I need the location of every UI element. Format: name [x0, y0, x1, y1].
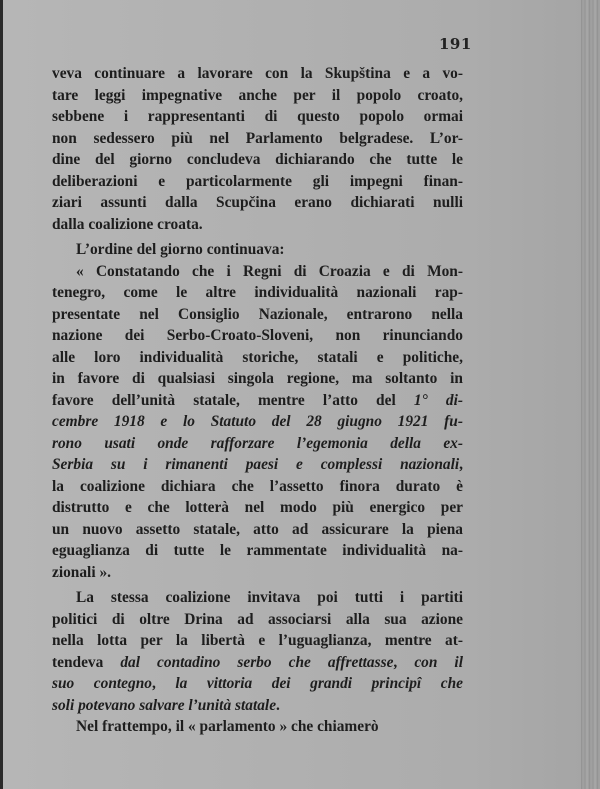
text-line: [52, 85, 463, 107]
text-span: tendeva: [52, 653, 121, 671]
text-line: [52, 587, 463, 609]
italic-text: 1° di-: [413, 391, 464, 409]
text-line: [52, 325, 463, 347]
text-span: alle loro individualità storiche, statali e politiche,: [52, 348, 463, 366]
italic-text: rono usati onde rafforzare l’egemonia della ex-: [52, 434, 463, 452]
body-text: [52, 63, 463, 738]
text-span: la coalizione dichiara che l’assetto finora durato è: [52, 477, 463, 495]
text-line: [52, 261, 463, 283]
text-span: distrutto e che lotterà nel modo più energico per: [52, 499, 463, 516]
text-line: [52, 128, 463, 150]
text-line: [52, 411, 463, 433]
text-line: [52, 476, 463, 498]
text-line: [52, 214, 463, 236]
text-span: in favore di qualsiasi singola regione, ma soltanto in: [52, 370, 463, 387]
text-line: [52, 497, 463, 519]
text-line: [52, 695, 463, 717]
text-line: [52, 630, 463, 652]
text-span: tare leggi impegnative anche per il popolo croato,: [52, 86, 463, 104]
text-line: [52, 519, 463, 541]
italic-text: Serbia su i rimanenti paesi e complessi nazionali: [52, 456, 460, 473]
text-span: favore dell’unità statale, mentre l’atto del: [52, 391, 414, 409]
text-line: [52, 347, 463, 369]
text-span: zionali ».: [52, 563, 111, 581]
text-span: nazione dei Serbo-Croato-Sloveni, non rinunciando: [52, 327, 463, 344]
text-line: [52, 673, 463, 695]
text-span: ,: [459, 456, 463, 473]
text-line: [52, 390, 463, 412]
text-span: sebbene i rappresentanti di questo popolo ormai: [52, 108, 463, 125]
text-span: nella lotta per la libertà e l’uguaglianza, mentre at-: [52, 632, 463, 649]
text-span: L’ordine del giorno continuava:: [76, 241, 285, 258]
text-span: ,: [151, 675, 176, 692]
text-span: La stessa coalizione invitava poi tutti i partiti: [76, 589, 463, 606]
text-span: deliberazioni e particolarmente gli impegni finan-: [52, 172, 463, 190]
text-span: eguaglianza di tutte le rammentate individualità na-: [52, 542, 463, 559]
text-line: [52, 192, 463, 214]
page-edges: [581, 0, 600, 789]
text-line: [52, 454, 463, 476]
text-line: [52, 149, 463, 171]
text-line: [52, 368, 463, 390]
text-span: ,: [393, 653, 415, 671]
text-span: dine del giorno concludeva dichiarando che tutte le: [52, 151, 463, 168]
italic-text: con il: [414, 653, 463, 671]
text-line: [52, 540, 463, 562]
text-span: un nuovo assetto statale, atto ad assicurare la piena: [52, 520, 463, 538]
italic-text: suo contegno: [52, 675, 152, 692]
text-line: [52, 171, 463, 193]
text-span: veva continuare a lavorare con la Skupština e a vo-: [52, 65, 463, 82]
italic-text: soli potevano salvare l’unità statale: [52, 696, 277, 714]
text-span: ziari assunti dalla Scupčina erano dichiarati nulli: [52, 194, 463, 211]
text-line: [52, 433, 463, 455]
text-span: non sedessero più nel Parlamento belgradese. L’or-: [52, 129, 463, 147]
page-number: 191: [439, 35, 472, 53]
text-span: Nel frattempo, il « parlamento » che chiamerò: [76, 718, 379, 735]
text-line: [52, 609, 463, 631]
text-line: [52, 304, 463, 326]
text-span: .: [276, 696, 280, 714]
italic-text: la vittoria dei grandi principî che: [175, 675, 463, 692]
text-span: « Constatando che i Regni di Croazia e di Mon-: [76, 262, 463, 280]
text-line: [52, 63, 463, 85]
text-span: politici di oltre Drina ad associarsi alla sua azione: [52, 610, 463, 628]
text-span: presentate nel Consiglio Nazionale, entrarono nella: [52, 305, 463, 323]
text-line: [52, 106, 463, 128]
text-line: [52, 239, 463, 261]
text-line: [52, 562, 463, 584]
italic-text: cembre 1918 e lo Statuto del 28 giugno 1921 fu-: [52, 413, 463, 430]
text-line: [52, 652, 463, 674]
book-page: [3, 0, 583, 789]
text-line: [52, 282, 463, 304]
text-span: tenegro, come le altre individualità nazionali rap-: [52, 284, 463, 301]
text-span: dalla coalizione croata.: [52, 215, 203, 233]
italic-text: dal contadino serbo che affrettasse: [120, 653, 394, 671]
text-line: [52, 716, 463, 738]
